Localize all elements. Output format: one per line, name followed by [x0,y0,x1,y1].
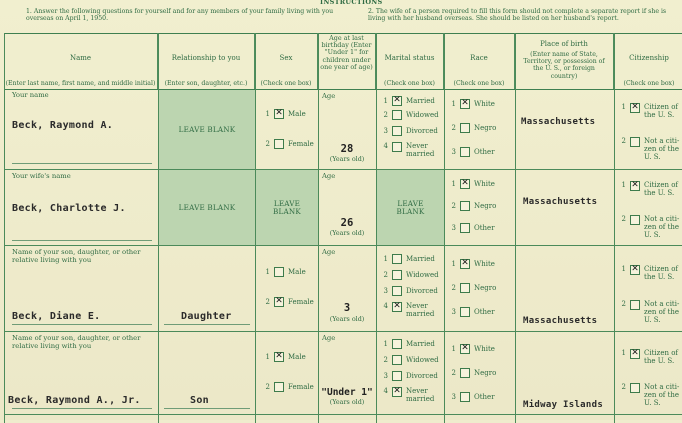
row1-marital-widowed[interactable] [380,110,439,120]
opt-num: 1 [383,97,388,105]
row4-relationship-underline [164,408,250,409]
instructions [0,0,682,34]
opt-num: 2 [621,137,626,145]
checkbox-checked[interactable] [630,349,640,359]
opt-num: 2 [383,111,388,119]
row4-relationship[interactable]: Son [190,395,209,406]
married-text: married [406,395,435,403]
opt-num: 3 [451,308,456,316]
opt-num: 2 [265,383,270,391]
row3-years-old: (Years old) [329,315,365,323]
header-marital [376,33,444,89]
opt-label: Negro [474,284,497,292]
opt-num: 2 [451,124,456,132]
row4-race-negro[interactable] [448,368,496,378]
opt-label: White [474,180,495,188]
checkbox[interactable] [392,371,402,381]
row3-marital-never[interactable] [380,302,434,318]
citizen-b: zen of the [644,308,680,316]
row3-race-negro[interactable] [448,283,496,293]
citizen-b: the U. S. [644,189,675,197]
opt-label: Divorced [406,127,438,135]
opt-label [644,383,679,407]
header-birthplace [515,33,614,89]
checkbox[interactable] [274,382,284,392]
row3-marital-married[interactable] [380,254,435,264]
checkbox[interactable] [630,300,640,310]
opt-num: 3 [451,224,456,232]
header-age [318,33,376,89]
row3-sex-female[interactable] [262,297,314,307]
row4-age-value[interactable]: "Under 1" [321,387,373,398]
checkbox[interactable] [392,339,402,349]
row1-marital-never[interactable] [380,142,434,158]
opt-label: White [474,260,495,268]
citizen-a: Citizen of [644,181,679,189]
opt-label [644,349,678,365]
header-citizenship-sub: (Check one box) [623,80,675,87]
header-citizenship-title: Citizenship [629,54,669,62]
row3-age-value[interactable]: 3 [343,302,351,314]
row-divider [4,169,682,170]
row4-race-white[interactable] [448,344,495,354]
opt-label: Other [474,148,495,156]
blank-text: BLANK [396,206,425,216]
header-race [444,33,515,89]
form-table [4,33,682,423]
citizen-c: U. S. [644,153,661,161]
never-text: Never [406,387,428,395]
opt-num: 2 [451,284,456,292]
row3-citizen-yes[interactable] [618,265,678,281]
opt-num: 2 [451,369,456,377]
checkbox[interactable] [392,286,402,296]
checkbox-checked[interactable] [392,387,402,397]
opt-num: 1 [451,180,456,188]
header-sex-title: Sex [279,54,293,62]
opt-num: 1 [265,353,270,361]
opt-num: 3 [451,148,456,156]
row2-citizen-no[interactable] [618,215,679,239]
opt-num: 3 [383,372,388,380]
opt-num: 1 [265,268,270,276]
row3-label: Name of your son, daughter, or other relative living with you [12,248,141,264]
citizen-a: Not a citi- [644,137,680,145]
col-divider [614,33,615,423]
row2-citizen-yes[interactable] [618,181,678,197]
checkbox[interactable] [460,147,470,157]
citizen-c: U. S. [644,316,661,324]
opt-label: Widowed [406,271,439,279]
header-marital-sub: (Check one box) [384,80,435,87]
row1-marital-divorced[interactable] [380,126,438,136]
opt-num: 2 [451,202,456,210]
row2-race-white[interactable] [448,179,495,189]
opt-num: 2 [621,300,626,308]
row1-race-white[interactable] [448,99,495,109]
checkbox-checked[interactable] [460,259,470,269]
row1-race-other[interactable] [448,147,495,157]
checkbox[interactable] [392,355,402,365]
citizen-a: Citizen of [644,265,679,273]
citizen-b: zen of the [644,391,680,399]
checkbox-checked[interactable] [460,179,470,189]
opt-num: 1 [451,100,456,108]
married-text: married [406,150,435,158]
row1-race-negro[interactable] [448,123,496,133]
checkbox-checked[interactable] [630,181,640,191]
checkbox-checked[interactable] [460,99,470,109]
opt-label: Married [406,97,435,105]
opt-num: 4 [383,302,388,310]
row2-age-label: Age [322,172,336,180]
header-relationship-title: Relationship to you [171,54,241,62]
row4-name[interactable]: Beck, Raymond A., Jr. [8,395,141,406]
checkbox[interactable] [392,110,402,120]
citizen-a: Not a citi- [644,383,680,391]
row4-citizen-no[interactable] [618,383,679,407]
opt-label: White [474,100,495,108]
opt-label: Widowed [406,111,439,119]
opt-num: 4 [383,387,388,395]
row1-name-underline [12,163,152,164]
row4-birthplace[interactable]: Midway Islands [523,400,604,410]
opt-num: 3 [383,127,388,135]
leave-blank-relationship-row2: LEAVE BLANK [159,170,255,245]
opt-label: Male [288,268,306,276]
opt-label [644,265,678,281]
opt-label [406,142,434,158]
citizen-a: Not a citi- [644,215,680,223]
header-sex-sub: (Check one box) [260,80,312,87]
col-divider [444,33,445,423]
row3-birthplace[interactable]: Massachusetts [523,316,598,326]
opt-num: 1 [383,255,388,263]
citizen-b: zen of the [644,223,680,231]
row4-years-old: (Years old) [329,398,365,406]
opt-num: 2 [621,215,626,223]
opt-label: Female [288,140,314,148]
header-sex [255,33,318,89]
header-race-sub: (Check one box) [453,80,505,87]
checkbox[interactable] [274,267,284,277]
leave-blank-relationship-row1: LEAVE BLANK [159,90,255,169]
citizen-c: U. S. [644,399,661,407]
opt-label [644,215,679,239]
opt-label: Negro [474,202,497,210]
col-divider [4,33,5,423]
row1-label: Your name [12,91,49,99]
header-name-sub: (Enter last name, first name, and middle initial) [5,80,156,87]
row2-label: Your wife's name [12,172,71,180]
opt-num: 1 [621,265,626,273]
checkbox[interactable] [460,368,470,378]
citizen-a: Not a citi- [644,300,680,308]
row3-relationship[interactable]: Daughter [181,311,232,322]
row4-age-label: Age [322,334,336,342]
row3-name-underline [12,324,152,325]
checkbox[interactable] [392,142,402,152]
checkbox-checked[interactable] [630,265,640,275]
citizen-b: the U. S. [644,273,675,281]
opt-label: Divorced [406,372,438,380]
citizen-b: zen of the [644,145,680,153]
opt-num: 2 [383,356,388,364]
opt-label: Negro [474,369,497,377]
checkbox[interactable] [460,123,470,133]
header-name [4,33,158,89]
checkbox[interactable] [274,139,284,149]
header-bottom-border [4,89,682,90]
row3-race-other[interactable] [448,307,495,317]
married-text: married [406,310,435,318]
opt-num: 1 [621,181,626,189]
opt-num: 1 [451,345,456,353]
citizen-a: Citizen of [644,349,679,357]
opt-label: Negro [474,124,497,132]
instruction-1: 1. Answer the following questions for yourself and for any members of your family living with you overseas on April 1, 1950. [26,8,334,22]
row4-sex-female[interactable] [262,382,314,392]
row4-marital-divorced[interactable] [380,371,438,381]
row-divider [4,331,682,332]
row3-race-white[interactable] [448,259,495,269]
row1-sex-male[interactable] [262,109,306,119]
header-birthplace-sub: (Enter name of State, Territory, or possession of the U. S., or foreign country) [523,51,605,80]
row1-age-label: Age [322,92,336,100]
checkbox-checked[interactable] [392,302,402,312]
citizen-b: the U. S. [644,111,675,119]
row4-name-underline [12,408,152,409]
opt-label: Married [406,255,435,263]
checkbox[interactable] [460,283,470,293]
row4-marital-never[interactable] [380,387,434,403]
opt-num: 1 [383,340,388,348]
row4-citizen-yes[interactable] [618,349,678,365]
leave-text: LEAVE [397,198,424,208]
opt-num: 4 [383,142,388,150]
row4-sex-male[interactable] [262,352,306,362]
checkbox[interactable] [392,254,402,264]
row2-name-underline [12,240,152,241]
row1-name[interactable]: Beck, Raymond A. [12,120,114,131]
header-name-title: Name [69,54,92,62]
opt-label: Female [288,383,314,391]
checkbox[interactable] [460,201,470,211]
opt-label [644,300,679,324]
row3-marital-divorced[interactable] [380,286,438,296]
checkbox-checked[interactable] [630,103,640,113]
opt-label: White [474,345,495,353]
row4-marital-married[interactable] [380,339,435,349]
citizen-c: U. S. [644,231,661,239]
row-divider [4,245,682,246]
header-marital-title: Marital status [384,54,435,62]
blank-text: BLANK [273,206,301,216]
opt-label: Male [288,353,306,361]
checkbox[interactable] [630,215,640,225]
opt-num: 2 [621,383,626,391]
header-birthplace-title: Place of birth [540,40,588,48]
row4-marital-widowed[interactable] [380,355,439,365]
leave-blank-sex-row2 [256,170,318,245]
header-relationship-sub: (Enter son, daughter, etc.) [164,80,248,87]
checkbox-checked[interactable] [274,352,284,362]
header-age-title: Age at last birthday (Enter "Under 1" for children under one year of age) [320,34,373,71]
opt-label: Other [474,308,495,316]
row3-citizen-no[interactable] [618,300,679,324]
opt-label: Other [474,224,495,232]
opt-num: 1 [621,349,626,357]
row2-age-value[interactable]: 26 [340,217,354,229]
opt-label: Male [288,110,306,118]
checkbox[interactable] [460,307,470,317]
opt-label [644,181,678,197]
row1-sex-female[interactable] [262,139,314,149]
checkbox[interactable] [392,126,402,136]
never-text: Never [406,302,428,310]
citizen-b: the U. S. [644,357,675,365]
opt-label: Divorced [406,287,438,295]
opt-num: 2 [265,140,270,148]
opt-label: Female [288,298,314,306]
checkbox[interactable] [630,137,640,147]
opt-num: 3 [383,287,388,295]
row2-years-old: (Years old) [329,229,365,237]
instructions-title: INSTRUCTIONS [320,0,383,6]
row1-marital-married[interactable] [380,96,435,106]
row4-label: Name of your son, daughter, or other relative living with you [12,334,141,350]
instruction-2: 2. The wife of a person required to fill this form should not complete a separate report if she is living with her husband overseas. She should be listed on her husband's report. [368,8,667,22]
header-relationship [158,33,255,89]
row3-sex-male[interactable] [262,267,306,277]
row2-race-negro[interactable] [448,201,496,211]
opt-num: 2 [265,298,270,306]
row1-years-old: (Years old) [329,155,365,163]
leave-text: LEAVE [273,198,301,208]
checkbox[interactable] [392,270,402,280]
row3-marital-widowed[interactable] [380,270,439,280]
checkbox[interactable] [460,392,470,402]
leave-blank-marital-row2 [377,170,444,245]
checkbox-checked[interactable] [392,96,402,106]
row1-birthplace[interactable]: Massachusetts [521,117,596,127]
row-divider [4,414,682,415]
opt-num: 1 [451,260,456,268]
row2-race-other[interactable] [448,223,495,233]
opt-num: 3 [451,393,456,401]
checkbox-checked[interactable] [274,109,284,119]
opt-num: 2 [383,271,388,279]
header-race-title: Race [470,54,488,62]
header-citizenship [614,33,682,89]
row3-name[interactable]: Beck, Diane E. [12,311,101,322]
row1-citizen-no[interactable] [618,137,679,161]
row3-relationship-underline [164,324,250,325]
opt-label: Married [406,340,435,348]
opt-num: 1 [621,103,626,111]
checkbox-checked[interactable] [274,297,284,307]
checkbox[interactable] [460,223,470,233]
row4-race-other[interactable] [448,392,495,402]
row2-name[interactable]: Beck, Charlotte J. [12,203,126,214]
opt-label [644,103,678,119]
citizen-a: Citizen of [644,103,679,111]
opt-label: Other [474,393,495,401]
opt-label [406,387,434,403]
row1-citizen-yes[interactable] [618,103,678,119]
checkbox[interactable] [630,383,640,393]
col-divider [515,33,516,423]
never-text: Never [406,142,428,150]
row2-birthplace[interactable]: Massachusetts [523,197,598,207]
opt-label [406,302,434,318]
row1-age-value[interactable]: 28 [340,143,354,155]
opt-num: 1 [265,110,270,118]
checkbox-checked[interactable] [460,344,470,354]
opt-label [644,137,679,161]
row3-age-label: Age [322,248,336,256]
opt-label: Widowed [406,356,439,364]
